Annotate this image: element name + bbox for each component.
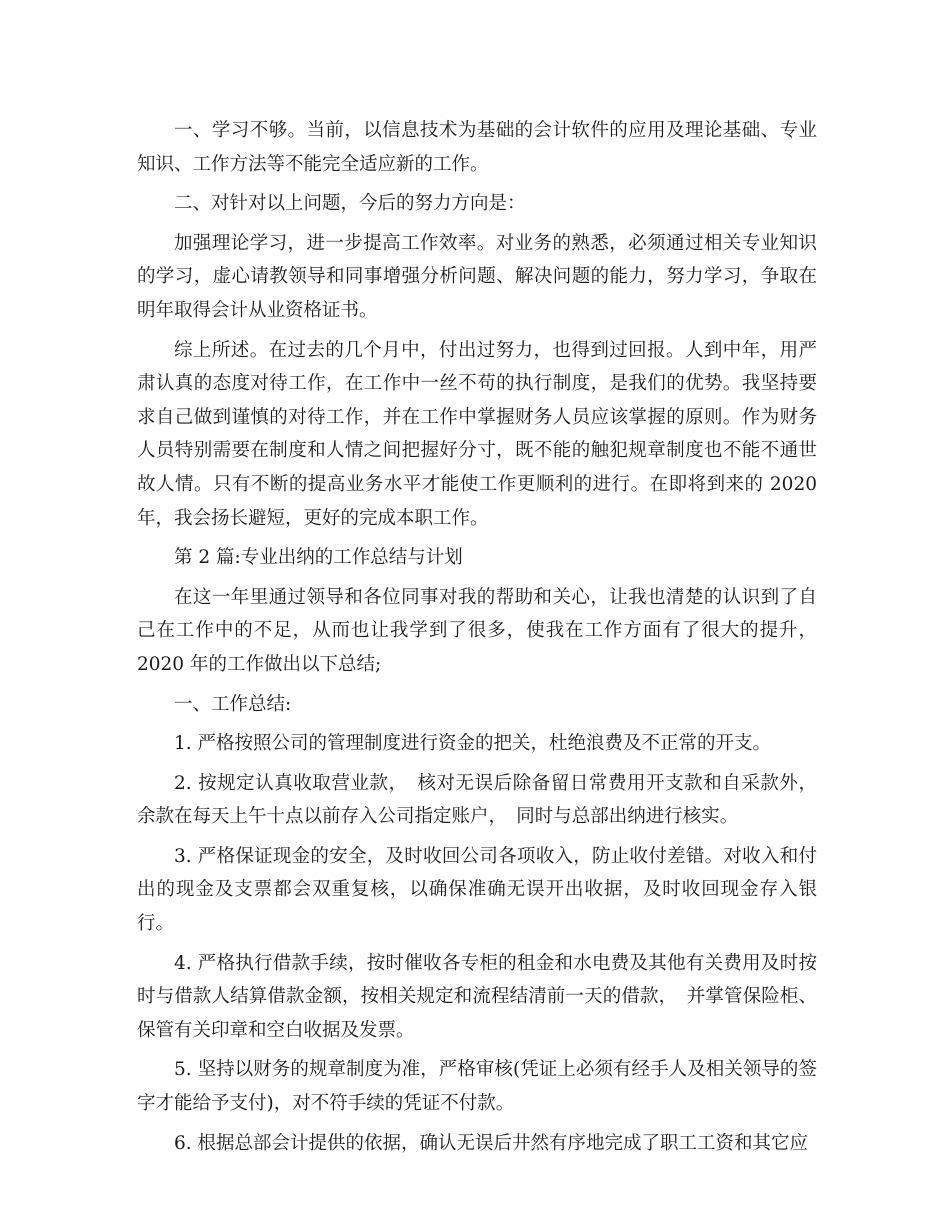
paragraph-1: 一、学习不够。当前，以信息技术为基础的会计软件的应用及理论基础、专业知识、工作方法等不能完全适应新的工作。 <box>137 120 817 175</box>
list-item-2: 2. 按规定认真收取营业款， 核对无误后除备留日常费用开支款和自采款外，余款在每天上午十点以前存入公司指定账户， 同时与总部出纳进行核实。 <box>137 772 817 828</box>
paragraph-2: 二、对针对以上问题，今后的努力方向是： <box>174 193 526 215</box>
section-heading: 第 2 篇:专业出纳的工作总结与计划 <box>174 547 463 569</box>
document-body <box>137 114 817 1166</box>
paragraph-6: 在这一年里通过领导和各位同事对我的帮助和关心，让我也清楚的认识到了自己在工作中的不足，从而也让我学到了很多，使我在工作方面有了很大的提升，2020 年的工作做出以下总结; <box>137 586 817 675</box>
list-item-5: 5. 坚持以财务的规章制度为准，严格审核(凭证上必须有经手人及相关领导的签字才能给予支付)，对不符手续的凭证不付款。 <box>137 1059 817 1115</box>
paragraph-3: 加强理论学习，进一步提高工作效率。对业务的熟悉，必须通过相关专业知识的学习，虚心请教领导和同事增强分析问题、解决问题的能力，努力学习，争取在明年取得会计从业资格证书。 <box>137 232 817 321</box>
subheading-work-summary: 一、工作总结: <box>174 693 292 715</box>
list-item-3: 3. 严格保证现金的安全，及时收回公司各项收入，防止收付差错。对收入和付出的现金及支票都会双重复核，以确保准确无误开出收据，及时收回现金存入银行。 <box>137 845 817 935</box>
paragraph-4: 综上所述。在过去的几个月中，付出过努力，也得到过回报。人到中年，用严肃认真的态度对待工作，在工作中一丝不苟的执行制度，是我们的优势。我坚持要求自己做到谨慎的对待工作，并在工作中掌握财务人员应该掌握的原则。作为财务人员特别需要在制度和人情之间把握好分寸，既不能的触犯规章制度也不能不通世故人情。只有不断的提高业务水平才能使工作更顺利的进行。在即将到来的 2020 年，我会扬长避短，更好的完成本职工作。 <box>137 339 817 529</box>
list-item-1: 1. 严格按照公司的管理制度进行资金的把关，杜绝浪费及不正常的开支。 <box>174 733 772 755</box>
list-item-6: 6. 根据总部会计提供的依据，确认无误后井然有序地完成了职工工资和其它应 <box>174 1132 809 1154</box>
list-item-4: 4. 严格执行借款手续，按时催收各专柜的租金和水电费及其他有关费用及时按时与借款人结算借款金额，按相关规定和流程结清前一天的借款， 并掌管保险柜、保管有关印章和空白收据及发票。 <box>137 952 817 1041</box>
